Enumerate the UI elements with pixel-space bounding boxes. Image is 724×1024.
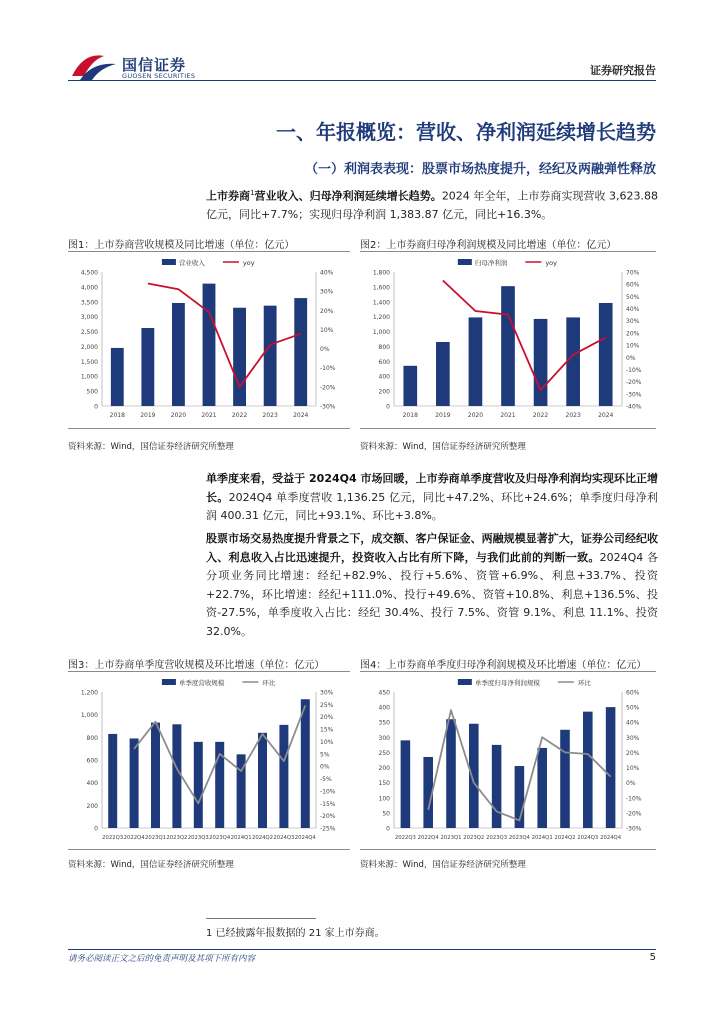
right-tick-label: 30%	[320, 689, 334, 697]
bar-2024Q2	[560, 730, 570, 828]
bar-2022Q4	[130, 738, 139, 828]
figure1-bottom-rule	[68, 428, 350, 429]
bar-2019	[141, 328, 154, 406]
x-tick-label: 2023Q1	[440, 835, 462, 841]
bar-2024Q4	[301, 699, 310, 828]
paragraph-annual	[206, 184, 658, 225]
right-tick-label: 5%	[320, 751, 330, 759]
left-tick-label: 150	[378, 780, 390, 788]
x-tick-label: 2021	[201, 412, 217, 419]
right-tick-label: -10%	[626, 366, 642, 374]
x-tick-label: 2020	[170, 412, 187, 419]
figure4-source: 资料来源：Wind，国信证券经济研究所整理	[360, 860, 526, 870]
legend-bar-swatch	[162, 259, 176, 265]
x-tick-label: 2023	[262, 412, 278, 419]
left-tick-label: 3,500	[80, 299, 98, 307]
right-tick-label: 0%	[626, 354, 636, 362]
bar-2020	[172, 303, 185, 406]
left-tick-label: 200	[378, 765, 390, 773]
figure2-chart	[360, 254, 656, 424]
left-tick-label: 1,000	[80, 712, 98, 720]
right-tick-label: 50%	[626, 704, 640, 712]
x-tick-label: 2024Q1	[230, 835, 252, 841]
chart-svg	[68, 674, 350, 846]
left-tick-label: 2,000	[80, 343, 98, 351]
x-tick-label: 2023Q4	[508, 835, 530, 841]
footnote: 1 已经披露年报数据的 21 家上市券商。	[206, 928, 385, 939]
left-tick-label: 1,000	[372, 329, 390, 337]
bar-2023	[264, 306, 277, 406]
x-tick-label: 2020	[467, 412, 484, 419]
right-tick-label: 30%	[320, 288, 334, 296]
legend-bar-label: 单季度营收规模	[178, 679, 225, 687]
right-tick-label: -30%	[626, 825, 642, 833]
bar-2018	[111, 348, 124, 406]
bar-2023Q2	[172, 724, 181, 828]
subsection-heading: （一）利润表表现：股票市场热度提升，经纪及两融弹性释放	[304, 162, 656, 177]
right-tick-label: -20%	[320, 813, 336, 821]
left-tick-label: 1,200	[80, 689, 98, 697]
left-tick-label: 2,500	[80, 329, 98, 337]
logo-text-cn: 国信证券	[122, 56, 187, 74]
legend-bar-swatch	[162, 679, 176, 685]
right-tick-label: 0%	[320, 763, 330, 771]
right-tick-label: 40%	[626, 306, 640, 314]
figure2-bottom-rule	[360, 428, 656, 429]
doc-type-label: 证券研究报告	[590, 64, 656, 77]
right-tick-label: 0%	[320, 346, 330, 354]
left-tick-label: 200	[378, 388, 390, 396]
left-tick-label: 400	[378, 704, 390, 712]
right-tick-label: 20%	[320, 307, 334, 315]
company-logo	[70, 50, 200, 84]
section-heading: 一、年报概览：营收、净利润延续增长趋势	[276, 120, 656, 144]
left-tick-label: 500	[86, 388, 98, 396]
right-tick-label: -40%	[626, 403, 642, 411]
bar-2022	[233, 308, 246, 406]
footer-divider	[68, 949, 656, 950]
chart-svg	[360, 254, 656, 424]
figure3-source: 资料来源：Wind，国信证券经济研究所整理	[68, 860, 234, 870]
bar-2018	[403, 366, 417, 406]
right-tick-label: 50%	[626, 293, 640, 301]
legend-line-label: 环比	[262, 679, 276, 687]
bar-2023Q1	[151, 723, 160, 828]
right-tick-label: 10%	[626, 765, 640, 773]
x-tick-label: 2022	[532, 412, 549, 419]
para2-text: 2024Q4 单季度营收 1,136.25 亿元，同比+47.2%、环比+24.6%；单季度归母净利润 400.31 亿元，同比+93.1%、环比+3.8%。	[206, 490, 659, 522]
figure4-top-rule	[360, 671, 656, 672]
left-tick-label: 1,800	[372, 269, 390, 277]
figure1-source: 资料来源：Wind，国信证券经济研究所整理	[68, 442, 234, 452]
right-tick-label: -15%	[320, 800, 336, 808]
x-tick-label: 2019	[140, 412, 156, 419]
left-tick-label: 0	[386, 825, 390, 833]
right-tick-label: 25%	[320, 701, 334, 709]
growth-line	[148, 284, 301, 387]
para1-text: 2024 年全年，上市券商实现营收 3,623.88 亿元，同比+7.7%；实现归母净利润 1,383.87 亿元，同比+16.3%。	[206, 189, 658, 222]
bar-2023Q1	[446, 719, 456, 828]
x-tick-label: 2024	[598, 412, 614, 419]
figure2-source: 资料来源：Wind，国信证券经济研究所整理	[360, 442, 526, 452]
bar-2024	[294, 298, 307, 406]
left-tick-label: 4,000	[80, 284, 98, 292]
para3-bold: 股票市场交易热度提升背景之下，成交额、客户保证金、两融规模显著扩大，证券公司经纪收入、利息收入占比迅速提升，投资收入占比有所下降，与我们此前的判断一致。	[206, 532, 658, 564]
right-tick-label: -20%	[320, 384, 336, 392]
figure1-top-rule	[68, 251, 350, 252]
right-tick-label: 40%	[626, 719, 640, 727]
x-tick-label: 2019	[435, 412, 451, 419]
x-tick-label: 2024Q2	[251, 835, 274, 841]
footnote-divider	[206, 918, 316, 919]
x-tick-label: 2023	[565, 412, 581, 419]
figure2-top-rule	[360, 251, 656, 252]
logo-icon	[70, 50, 118, 82]
x-tick-label: 2018	[402, 412, 418, 419]
growth-line	[443, 281, 606, 391]
left-tick-label: 1,000	[80, 373, 98, 381]
x-tick-label: 2024Q3	[273, 835, 295, 841]
footnote-ref[interactable]: 1	[250, 189, 255, 197]
bar-2024Q3	[583, 712, 593, 828]
legend-line-label: 环比	[577, 679, 591, 687]
right-tick-label: -30%	[320, 403, 336, 411]
right-tick-label: -10%	[320, 788, 336, 796]
figure4-title: 图4：上市券商单季度归母净利润规模及环比增速（单位：亿元）	[360, 660, 647, 671]
figure2-title: 图2：上市券商归母净利润规模及同比增速（单位：亿元）	[360, 240, 617, 251]
legend-bar-swatch	[458, 259, 472, 265]
left-tick-label: 400	[86, 780, 98, 788]
left-tick-label: 50	[382, 810, 390, 818]
left-tick-label: 1,500	[80, 358, 98, 366]
figure4-chart	[360, 674, 656, 846]
bar-2024Q4	[606, 707, 616, 828]
right-tick-label: -20%	[626, 379, 642, 387]
legend-line-label: yoy	[545, 259, 558, 267]
x-tick-label: 2023Q4	[209, 835, 231, 841]
left-tick-label: 800	[378, 343, 390, 351]
right-tick-label: 30%	[626, 318, 640, 326]
para3-text: 2024Q4 各分项业务同比增速：经纪+82.9%、投行+5.6%、资管+6.9%、利息+33.7%、投资+22.7%，环比增速：经纪+111.0%、投行+49.6%、资管+10.8%、利息+136.5%、投资-27.5%，单季度收入占比：经纪 30.4%、投行 7.5%、资管 9.1%、利息 11.1%、投资 32.0%。	[206, 550, 659, 638]
bar-2022Q3	[401, 740, 411, 828]
x-tick-label: 2022	[231, 412, 248, 419]
left-tick-label: 300	[378, 734, 390, 742]
right-tick-label: -10%	[320, 365, 336, 373]
chart-svg	[360, 674, 656, 846]
right-tick-label: 10%	[626, 342, 640, 350]
bar-2024Q1	[537, 748, 547, 828]
page-number: 5	[649, 952, 656, 963]
right-tick-label: -20%	[626, 810, 642, 818]
x-tick-label: 2021	[500, 412, 516, 419]
footer-disclaimer: 请务必阅读正文之后的免责声明及其项下所有内容	[68, 954, 256, 964]
figure4-bottom-rule	[360, 849, 656, 850]
chart-svg	[68, 254, 350, 424]
para1-bold2: 营业收入、归母净利润延续增长趋势。	[254, 189, 442, 203]
x-tick-label: 2022Q3	[102, 835, 124, 841]
bar-2024Q2	[258, 733, 267, 828]
bar-2024Q3	[279, 725, 288, 828]
bar-2022Q3	[108, 734, 117, 828]
right-tick-label: -5%	[320, 776, 332, 784]
right-tick-label: 20%	[626, 749, 640, 757]
x-tick-label: 2023Q3	[486, 835, 508, 841]
right-tick-label: -30%	[626, 391, 642, 399]
x-tick-label: 2022Q3	[394, 835, 416, 841]
left-tick-label: 250	[378, 749, 390, 757]
bar-2023Q3	[194, 742, 203, 828]
bar-2022	[534, 319, 548, 406]
figure1-title: 图1：上市券商营收规模及同比增速（单位：亿元）	[68, 240, 295, 251]
x-tick-label: 2024Q1	[531, 835, 553, 841]
x-tick-label: 2024Q4	[600, 835, 622, 841]
right-tick-label: 70%	[626, 269, 640, 277]
legend-line-label: yoy	[242, 259, 255, 267]
figure3-title: 图3：上市券商单季度营收规模及环比增速（单位：亿元）	[68, 660, 325, 671]
logo-text-en: GUOSEN SECURITIES	[122, 72, 196, 80]
x-tick-label: 2023Q2	[463, 835, 485, 841]
figure3-chart	[68, 674, 350, 846]
left-tick-label: 100	[378, 795, 390, 803]
left-tick-label: 800	[86, 734, 98, 742]
left-tick-label: 400	[378, 373, 390, 381]
left-tick-label: 450	[378, 689, 390, 697]
left-tick-label: 600	[86, 757, 98, 765]
bar-2023Q3	[492, 745, 502, 828]
left-tick-label: 350	[378, 719, 390, 727]
figure3-top-rule	[68, 671, 350, 672]
legend-bar-label: 单季度归母净利润规模	[474, 679, 540, 687]
header-divider	[68, 80, 656, 81]
right-tick-label: 60%	[626, 689, 640, 697]
x-tick-label: 2023Q2	[166, 835, 188, 841]
x-tick-label: 2024Q2	[554, 835, 576, 841]
legend-bar-swatch	[458, 679, 472, 685]
x-tick-label: 2022Q4	[123, 835, 145, 841]
bar-2019	[436, 342, 450, 406]
left-tick-label: 0	[386, 403, 390, 411]
left-tick-label: 200	[86, 802, 98, 810]
left-tick-label: 0	[94, 825, 98, 833]
bar-2023Q2	[469, 724, 479, 828]
right-tick-label: 20%	[320, 714, 334, 722]
x-tick-label: 2018	[109, 412, 125, 419]
x-tick-label: 2022Q4	[417, 835, 439, 841]
para1-bold: 上市券商	[206, 189, 251, 203]
x-tick-label: 2023Q3	[187, 835, 209, 841]
x-tick-label: 2024	[293, 412, 309, 419]
right-tick-label: 40%	[320, 269, 334, 277]
paragraph-business-mix	[206, 530, 658, 641]
right-tick-label: 15%	[320, 726, 334, 734]
left-tick-label: 1,400	[372, 299, 390, 307]
bar-2023	[566, 317, 580, 406]
para2-bold: 单季度来看，受益于 2024Q4 市场回暖，上市券商单季度营收及归母净利润均实现环比正增长。	[206, 472, 658, 504]
figure1-chart	[68, 254, 350, 424]
left-tick-label: 4,500	[80, 269, 98, 277]
legend-bar-label: 营业收入	[178, 259, 205, 267]
right-tick-label: 20%	[626, 330, 640, 338]
right-tick-label: 0%	[626, 780, 636, 788]
left-tick-label: 0	[94, 403, 98, 411]
x-tick-label: 2024Q3	[577, 835, 599, 841]
legend-bar-label: 归母净利润	[474, 259, 508, 267]
bar-2024	[599, 303, 613, 406]
paragraph-quarterly	[206, 470, 658, 526]
bar-2020	[469, 317, 483, 406]
right-tick-label: 10%	[320, 738, 334, 746]
right-tick-label: 30%	[626, 734, 640, 742]
left-tick-label: 600	[378, 358, 390, 366]
right-tick-label: 60%	[626, 281, 640, 289]
bar-2021	[203, 284, 216, 406]
right-tick-label: 10%	[320, 326, 334, 334]
left-tick-label: 3,000	[80, 314, 98, 322]
figure3-bottom-rule	[68, 849, 350, 850]
left-tick-label: 1,200	[372, 314, 390, 322]
right-tick-label: -25%	[320, 825, 336, 833]
bar-2021	[501, 286, 515, 406]
left-tick-label: 1,600	[372, 284, 390, 292]
x-tick-label: 2023Q1	[144, 835, 167, 841]
right-tick-label: -10%	[626, 795, 642, 803]
x-tick-label: 2024Q4	[294, 835, 316, 841]
